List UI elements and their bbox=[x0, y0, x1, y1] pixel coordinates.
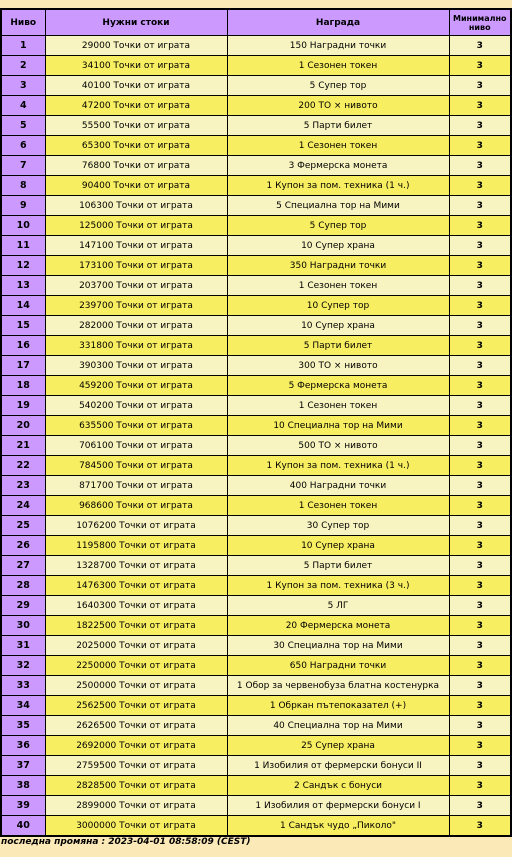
reward-cell: 1 Изобилия от фермерски бонуси II bbox=[227, 756, 449, 776]
min-level-cell: 3 bbox=[449, 656, 511, 676]
level-cell: 37 bbox=[1, 756, 45, 776]
level-cell: 34 bbox=[1, 696, 45, 716]
min-level-cell: 3 bbox=[449, 156, 511, 176]
level-cell: 36 bbox=[1, 736, 45, 756]
header-reward: Награда bbox=[227, 9, 449, 36]
table-row bbox=[1, 356, 511, 376]
goods-cell: 1328700 Точки от играта bbox=[45, 556, 227, 576]
goods-cell: 871700 Точки от играта bbox=[45, 476, 227, 496]
header-goods: Нужни стоки bbox=[45, 9, 227, 36]
goods-cell: 784500 Точки от играта bbox=[45, 456, 227, 476]
table-row bbox=[1, 96, 511, 116]
table-row bbox=[1, 576, 511, 596]
goods-cell: 635500 Точки от играта bbox=[45, 416, 227, 436]
min-level-cell: 3 bbox=[449, 776, 511, 796]
table-row bbox=[1, 616, 511, 636]
reward-cell: 200 ТО × нивото bbox=[227, 96, 449, 116]
reward-cell: 1 Изобилия от фермерски бонуси I bbox=[227, 796, 449, 816]
table-body bbox=[1, 36, 511, 837]
table-row bbox=[1, 416, 511, 436]
table-row bbox=[1, 536, 511, 556]
table-row bbox=[1, 56, 511, 76]
table-row bbox=[1, 176, 511, 196]
level-cell: 29 bbox=[1, 596, 45, 616]
level-cell: 21 bbox=[1, 436, 45, 456]
min-level-cell: 3 bbox=[449, 796, 511, 816]
level-cell: 17 bbox=[1, 356, 45, 376]
header-level: Ниво bbox=[1, 9, 45, 36]
goods-cell: 173100 Точки от играта bbox=[45, 256, 227, 276]
reward-cell: 1 Сезонен токен bbox=[227, 496, 449, 516]
table-row bbox=[1, 796, 511, 816]
min-level-cell: 3 bbox=[449, 276, 511, 296]
level-cell: 33 bbox=[1, 676, 45, 696]
reward-cell: 1 Сезонен токен bbox=[227, 56, 449, 76]
reward-cell: 5 Супер тор bbox=[227, 76, 449, 96]
level-cell: 40 bbox=[1, 816, 45, 837]
last-modified-text: последна промяна : 2023-04-01 08:58:09 (CEST) bbox=[1, 837, 251, 847]
goods-cell: 2025000 Точки от играта bbox=[45, 636, 227, 656]
table-row bbox=[1, 676, 511, 696]
level-cell: 10 bbox=[1, 216, 45, 236]
table-row bbox=[1, 756, 511, 776]
min-level-cell: 3 bbox=[449, 516, 511, 536]
min-level-cell: 3 bbox=[449, 96, 511, 116]
goods-cell: 55500 Точки от играта bbox=[45, 116, 227, 136]
table-row bbox=[1, 36, 511, 56]
table-row bbox=[1, 216, 511, 236]
level-cell: 11 bbox=[1, 236, 45, 256]
table-row bbox=[1, 336, 511, 356]
goods-cell: 540200 Точки от играта bbox=[45, 396, 227, 416]
min-level-cell: 3 bbox=[449, 556, 511, 576]
reward-cell: 10 Супер тор bbox=[227, 296, 449, 316]
goods-cell: 2500000 Точки от играта bbox=[45, 676, 227, 696]
reward-cell: 1 Обркан пътепоказател (+) bbox=[227, 696, 449, 716]
reward-cell: 300 ТО × нивото bbox=[227, 356, 449, 376]
reward-cell: 10 Супер храна bbox=[227, 236, 449, 256]
level-cell: 5 bbox=[1, 116, 45, 136]
reward-cell: 2 Сандък с бонуси bbox=[227, 776, 449, 796]
min-level-cell: 3 bbox=[449, 76, 511, 96]
goods-cell: 1640300 Точки от играта bbox=[45, 596, 227, 616]
reward-cell: 650 Наградни точки bbox=[227, 656, 449, 676]
min-level-cell: 3 bbox=[449, 476, 511, 496]
goods-cell: 706100 Точки от играта bbox=[45, 436, 227, 456]
table-row bbox=[1, 116, 511, 136]
level-cell: 23 bbox=[1, 476, 45, 496]
level-cell: 1 bbox=[1, 36, 45, 56]
table-row bbox=[1, 516, 511, 536]
min-level-cell: 3 bbox=[449, 496, 511, 516]
reward-cell: 20 Фермерска монета bbox=[227, 616, 449, 636]
goods-cell: 968600 Точки от играта bbox=[45, 496, 227, 516]
reward-cell: 25 Супер храна bbox=[227, 736, 449, 756]
level-cell: 4 bbox=[1, 96, 45, 116]
min-level-cell: 3 bbox=[449, 356, 511, 376]
table-row bbox=[1, 656, 511, 676]
reward-cell: 5 Фермерска монета bbox=[227, 376, 449, 396]
reward-cell: 1 Купон за пом. техника (3 ч.) bbox=[227, 576, 449, 596]
table-row bbox=[1, 256, 511, 276]
reward-cell: 5 Супер тор bbox=[227, 216, 449, 236]
min-level-cell: 3 bbox=[449, 616, 511, 636]
goods-cell: 29000 Точки от играта bbox=[45, 36, 227, 56]
reward-cell: 1 Сезонен токен bbox=[227, 396, 449, 416]
level-cell: 28 bbox=[1, 576, 45, 596]
goods-cell: 203700 Точки от играта bbox=[45, 276, 227, 296]
goods-cell: 125000 Точки от играта bbox=[45, 216, 227, 236]
table-row bbox=[1, 696, 511, 716]
goods-cell: 90400 Точки от играта bbox=[45, 176, 227, 196]
table-row bbox=[1, 236, 511, 256]
reward-cell: 1 Купон за пом. техника (1 ч.) bbox=[227, 176, 449, 196]
table-row bbox=[1, 276, 511, 296]
goods-cell: 459200 Точки от играта bbox=[45, 376, 227, 396]
table-row bbox=[1, 456, 511, 476]
goods-cell: 331800 Точки от играта bbox=[45, 336, 227, 356]
goods-cell: 1076200 Точки от играта bbox=[45, 516, 227, 536]
reward-cell: 5 Парти билет bbox=[227, 556, 449, 576]
goods-cell: 239700 Точки от играта bbox=[45, 296, 227, 316]
goods-cell: 106300 Точки от играта bbox=[45, 196, 227, 216]
min-level-cell: 3 bbox=[449, 376, 511, 396]
goods-cell: 1822500 Точки от играта bbox=[45, 616, 227, 636]
reward-cell: 5 Парти билет bbox=[227, 116, 449, 136]
min-level-cell: 3 bbox=[449, 136, 511, 156]
reward-cell: 5 Парти билет bbox=[227, 336, 449, 356]
level-cell: 9 bbox=[1, 196, 45, 216]
min-level-cell: 3 bbox=[449, 636, 511, 656]
header-min-level: Минимално ниво bbox=[449, 9, 511, 36]
min-level-cell: 3 bbox=[449, 696, 511, 716]
level-cell: 18 bbox=[1, 376, 45, 396]
table-row bbox=[1, 556, 511, 576]
level-cell: 25 bbox=[1, 516, 45, 536]
reward-cell: 30 Специална тор на Мими bbox=[227, 636, 449, 656]
level-cell: 3 bbox=[1, 76, 45, 96]
goods-cell: 147100 Точки от играта bbox=[45, 236, 227, 256]
min-level-cell: 3 bbox=[449, 216, 511, 236]
min-level-cell: 3 bbox=[449, 56, 511, 76]
table-row bbox=[1, 436, 511, 456]
min-level-cell: 3 bbox=[449, 416, 511, 436]
min-level-cell: 3 bbox=[449, 176, 511, 196]
level-cell: 20 bbox=[1, 416, 45, 436]
min-level-cell: 3 bbox=[449, 716, 511, 736]
table-row bbox=[1, 496, 511, 516]
table-row bbox=[1, 156, 511, 176]
table-row bbox=[1, 136, 511, 156]
level-cell: 7 bbox=[1, 156, 45, 176]
level-cell: 27 bbox=[1, 556, 45, 576]
table-row bbox=[1, 716, 511, 736]
goods-cell: 2899000 Точки от играта bbox=[45, 796, 227, 816]
min-level-cell: 3 bbox=[449, 336, 511, 356]
table-header-row bbox=[1, 9, 511, 36]
reward-cell: 5 ЛГ bbox=[227, 596, 449, 616]
level-cell: 22 bbox=[1, 456, 45, 476]
min-level-cell: 3 bbox=[449, 436, 511, 456]
level-cell: 31 bbox=[1, 636, 45, 656]
reward-cell: 1 Сезонен токен bbox=[227, 136, 449, 156]
goods-cell: 47200 Точки от играта bbox=[45, 96, 227, 116]
goods-cell: 2626500 Точки от играта bbox=[45, 716, 227, 736]
level-cell: 16 bbox=[1, 336, 45, 356]
level-cell: 8 bbox=[1, 176, 45, 196]
goods-cell: 65300 Точки от играта bbox=[45, 136, 227, 156]
min-level-cell: 3 bbox=[449, 676, 511, 696]
level-cell: 24 bbox=[1, 496, 45, 516]
level-cell: 14 bbox=[1, 296, 45, 316]
table-row bbox=[1, 316, 511, 336]
table-row bbox=[1, 396, 511, 416]
level-cell: 15 bbox=[1, 316, 45, 336]
level-cell: 6 bbox=[1, 136, 45, 156]
goods-cell: 390300 Точки от играта bbox=[45, 356, 227, 376]
min-level-cell: 3 bbox=[449, 536, 511, 556]
goods-cell: 76800 Точки от играта bbox=[45, 156, 227, 176]
reward-cell: 10 Супер храна bbox=[227, 316, 449, 336]
goods-cell: 2692000 Точки от играта bbox=[45, 736, 227, 756]
table-row bbox=[1, 776, 511, 796]
table-row bbox=[1, 196, 511, 216]
level-cell: 2 bbox=[1, 56, 45, 76]
table-row bbox=[1, 376, 511, 396]
table-row bbox=[1, 816, 511, 837]
reward-cell: 1 Сандък чудо „Пиколо" bbox=[227, 816, 449, 837]
min-level-cell: 3 bbox=[449, 196, 511, 216]
reward-cell: 150 Наградни точки bbox=[227, 36, 449, 56]
goods-cell: 282000 Точки от играта bbox=[45, 316, 227, 336]
min-level-cell: 3 bbox=[449, 296, 511, 316]
goods-cell: 2759500 Точки от играта bbox=[45, 756, 227, 776]
min-level-cell: 3 bbox=[449, 456, 511, 476]
goods-cell: 1476300 Точки от играта bbox=[45, 576, 227, 596]
min-level-cell: 3 bbox=[449, 396, 511, 416]
table-row bbox=[1, 596, 511, 616]
reward-cell: 350 Наградни точки bbox=[227, 256, 449, 276]
table-row bbox=[1, 76, 511, 96]
table-row bbox=[1, 296, 511, 316]
goods-cell: 34100 Точки от играта bbox=[45, 56, 227, 76]
goods-cell: 2828500 Точки от играта bbox=[45, 776, 227, 796]
goods-cell: 3000000 Точки от играта bbox=[45, 816, 227, 837]
table-row bbox=[1, 476, 511, 496]
reward-cell: 1 Купон за пом. техника (1 ч.) bbox=[227, 456, 449, 476]
reward-cell: 40 Специална тор на Мими bbox=[227, 716, 449, 736]
reward-cell: 1 Обор за червенобуза блатна костенурка bbox=[227, 676, 449, 696]
reward-cell: 400 Наградни точки bbox=[227, 476, 449, 496]
level-cell: 26 bbox=[1, 536, 45, 556]
min-level-cell: 3 bbox=[449, 756, 511, 776]
reward-cell: 3 Фермерска монета bbox=[227, 156, 449, 176]
level-cell: 38 bbox=[1, 776, 45, 796]
table-row bbox=[1, 736, 511, 756]
level-cell: 19 bbox=[1, 396, 45, 416]
goods-cell: 2250000 Точки от играта bbox=[45, 656, 227, 676]
min-level-cell: 3 bbox=[449, 36, 511, 56]
reward-cell: 5 Специална тор на Мими bbox=[227, 196, 449, 216]
reward-cell: 30 Супер тор bbox=[227, 516, 449, 536]
min-level-cell: 3 bbox=[449, 596, 511, 616]
min-level-cell: 3 bbox=[449, 116, 511, 136]
level-cell: 12 bbox=[1, 256, 45, 276]
min-level-cell: 3 bbox=[449, 576, 511, 596]
goods-cell: 2562500 Точки от играта bbox=[45, 696, 227, 716]
reward-cell: 1 Сезонен токен bbox=[227, 276, 449, 296]
reward-cell: 10 Специална тор на Мими bbox=[227, 416, 449, 436]
level-cell: 35 bbox=[1, 716, 45, 736]
min-level-cell: 3 bbox=[449, 236, 511, 256]
min-level-cell: 3 bbox=[449, 816, 511, 837]
rewards-table bbox=[0, 8, 512, 837]
min-level-cell: 3 bbox=[449, 256, 511, 276]
goods-cell: 40100 Точки от играта bbox=[45, 76, 227, 96]
min-level-cell: 3 bbox=[449, 736, 511, 756]
level-cell: 32 bbox=[1, 656, 45, 676]
goods-cell: 1195800 Точки от играта bbox=[45, 536, 227, 556]
reward-cell: 500 ТО × нивото bbox=[227, 436, 449, 456]
level-cell: 30 bbox=[1, 616, 45, 636]
min-level-cell: 3 bbox=[449, 316, 511, 336]
reward-cell: 10 Супер храна bbox=[227, 536, 449, 556]
level-cell: 39 bbox=[1, 796, 45, 816]
table-row bbox=[1, 636, 511, 656]
level-cell: 13 bbox=[1, 276, 45, 296]
